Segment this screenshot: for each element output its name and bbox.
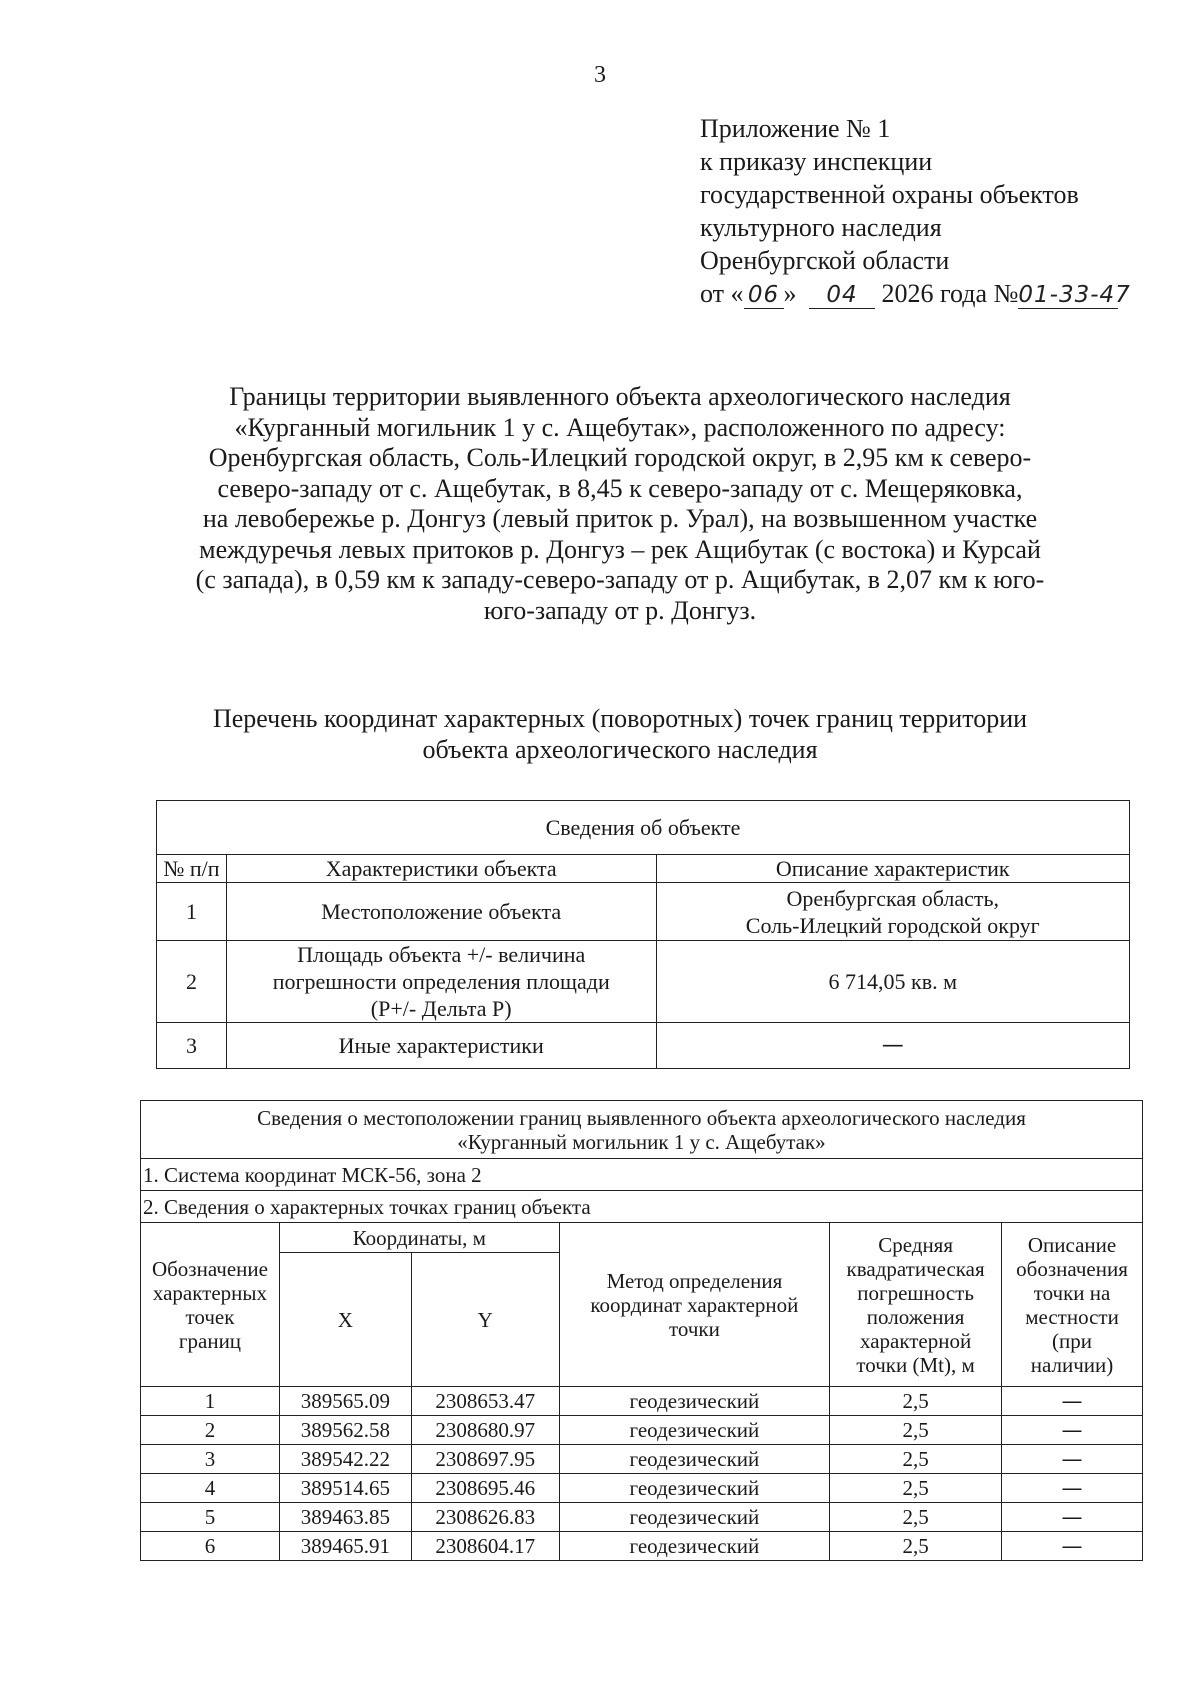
point-x-cell: 389562.58 <box>279 1416 411 1445</box>
header-line: наличии) <box>1030 1352 1114 1377</box>
table-row <box>141 1416 1143 1445</box>
object-info-table <box>156 800 1130 1069</box>
row-number: 3 <box>157 1023 227 1069</box>
appendix-line: государственной охраны объектов <box>700 180 1079 209</box>
header-line: местности <box>1025 1304 1119 1329</box>
point-description-cell: — <box>1002 1387 1143 1416</box>
header-line: границ <box>178 1328 242 1353</box>
header-line: Описание <box>1027 1232 1117 1257</box>
point-method-cell: геодезический <box>559 1445 830 1474</box>
point-point-cell: 4 <box>141 1474 280 1503</box>
appendix-line: Приложение № 1 <box>700 114 891 143</box>
point-point-cell: 6 <box>141 1532 280 1561</box>
header-coordinates: Координаты, м <box>279 1223 559 1253</box>
header-x: X <box>279 1253 411 1387</box>
header-point-description <box>1002 1223 1143 1387</box>
point-y-cell: 2308697.95 <box>411 1445 559 1474</box>
document-title <box>150 382 1090 626</box>
table-row <box>141 1503 1143 1532</box>
point-error-cell: 2,5 <box>830 1532 1002 1561</box>
appendix-line: культурного наследия <box>700 213 942 242</box>
point-y-cell: 2308604.17 <box>411 1532 559 1561</box>
header-line: Средняя <box>878 1232 953 1257</box>
header-line: характерной <box>859 1328 972 1353</box>
date-prefix: от « <box>700 279 744 308</box>
table-row <box>141 1532 1143 1561</box>
table-row <box>141 1474 1143 1503</box>
header-error <box>830 1223 1002 1387</box>
point-point-cell: 5 <box>141 1503 280 1532</box>
header-line: точек <box>185 1304 235 1329</box>
header-description: Описание характеристик <box>656 855 1130 883</box>
value-line: Соль-Илецкий городской округ <box>745 912 1040 938</box>
table-row <box>157 883 1130 941</box>
point-method-cell: геодезический <box>559 1416 830 1445</box>
row-number: 1 <box>157 883 227 941</box>
boundary-caption <box>141 1101 1143 1159</box>
row-number: 2 <box>157 941 227 1023</box>
table-row <box>157 1023 1130 1069</box>
subtitle-line: Перечень координат характерных (поворотных) точек границ территории <box>212 704 1028 733</box>
boundary-coordinates-table <box>140 1100 1143 1561</box>
point-error-cell: 2,5 <box>830 1416 1002 1445</box>
caption-line: Сведения о местоположении границ выявленного объекта археологического наследия <box>257 1105 1026 1130</box>
point-y-cell: 2308653.47 <box>411 1387 559 1416</box>
title-line: Границы территории выявленного объекта археологического наследия <box>229 382 1011 411</box>
point-method-cell: геодезический <box>559 1532 830 1561</box>
header-line: обозначения <box>1016 1256 1128 1281</box>
title-line: на левобережье р. Донгуз (левый приток р. Урал), на возвышенном участке <box>202 504 1038 533</box>
coordinates-list-title <box>150 704 1090 765</box>
point-point-cell: 3 <box>141 1445 280 1474</box>
object-info-caption: Сведения об объекте <box>157 801 1130 855</box>
point-x-cell: 389514.65 <box>279 1474 411 1503</box>
table-row <box>141 1445 1143 1474</box>
point-error-cell: 2,5 <box>830 1474 1002 1503</box>
handwritten-day: 06 <box>744 282 784 309</box>
point-y-cell: 2308626.83 <box>411 1503 559 1532</box>
handwritten-order-number: 01-33-47 <box>1018 282 1131 308</box>
point-y-cell: 2308695.46 <box>411 1474 559 1503</box>
header-characteristic: Характеристики объекта <box>226 855 656 883</box>
point-x-cell: 389542.22 <box>279 1445 411 1474</box>
point-x-cell: 389565.09 <box>279 1387 411 1416</box>
header-line: Метод определения <box>606 1268 783 1293</box>
appendix-line: Оренбургской области <box>700 246 950 275</box>
row-value: 6 714,05 кв. м <box>656 941 1130 1023</box>
value-line: Оренбургская область, <box>786 885 1000 911</box>
header-line: характерных <box>152 1280 268 1305</box>
header-line: точки <box>668 1316 720 1341</box>
header-line: положения <box>866 1304 965 1329</box>
date-day-close: » <box>783 279 797 308</box>
row-name: Местоположение объекта <box>226 883 656 941</box>
appendix-line: к приказу инспекции <box>700 147 933 176</box>
row-name <box>226 941 656 1023</box>
header-designation <box>141 1223 280 1387</box>
title-line: (с запада), в 0,59 км к западу-северо-западу от р. Ащибутак, в 2,07 км к юго- <box>195 565 1045 594</box>
point-point-cell: 2 <box>141 1416 280 1445</box>
name-line: Площадь объекта +/- величина <box>297 942 586 967</box>
appendix-block <box>700 112 1131 310</box>
name-line: (P+/- Дельта P) <box>370 996 512 1021</box>
points-caption: 2. Сведения о характерных точках границ объекта <box>141 1191 1143 1223</box>
point-x-cell: 389463.85 <box>279 1503 411 1532</box>
point-description-cell: — <box>1002 1532 1143 1561</box>
header-line: точки на <box>1033 1280 1111 1305</box>
point-y-cell: 2308680.97 <box>411 1416 559 1445</box>
point-error-cell: 2,5 <box>830 1503 1002 1532</box>
point-error-cell: 2,5 <box>830 1445 1002 1474</box>
handwritten-month: 04 <box>809 282 875 309</box>
point-description-cell: — <box>1002 1503 1143 1532</box>
header-line: (при <box>1052 1328 1093 1353</box>
row-name: Иные характеристики <box>226 1023 656 1069</box>
header-number: № п/п <box>157 855 227 883</box>
title-line: юго-западу от р. Донгуз. <box>483 595 757 625</box>
caption-line: «Курганный могильник 1 у с. Ащебутак» <box>457 1129 826 1154</box>
name-line: погрешности определения площади <box>272 969 610 994</box>
table-row <box>141 1387 1143 1416</box>
header-y: Y <box>411 1253 559 1387</box>
point-description-cell: — <box>1002 1445 1143 1474</box>
point-method-cell: геодезический <box>559 1503 830 1532</box>
table-row <box>157 941 1130 1023</box>
order-date-line <box>700 277 1131 310</box>
point-point-cell: 1 <box>141 1387 280 1416</box>
header-line: Обозначение <box>151 1256 268 1281</box>
row-value <box>656 883 1130 941</box>
header-line: координат характерной <box>590 1292 799 1317</box>
point-description-cell: — <box>1002 1416 1143 1445</box>
page-number: 3 <box>594 62 606 88</box>
title-line: северо-западу от с. Ащебутак, в 8,45 к северо-западу от с. Мещеряковка, <box>217 473 1023 503</box>
point-error-cell: 2,5 <box>830 1387 1002 1416</box>
point-x-cell: 389465.91 <box>279 1532 411 1561</box>
subtitle-line: объекта археологического наследия <box>422 734 818 764</box>
date-year: 2026 года № <box>881 279 1019 308</box>
coordinate-system: 1. Система координат МСК-56, зона 2 <box>141 1159 1143 1191</box>
header-line: квадратическая <box>846 1256 985 1281</box>
header-line: точки (Mt), м <box>856 1352 975 1377</box>
header-method <box>559 1223 830 1387</box>
title-line: Оренбургская область, Соль-Илецкий городской округ, в 2,95 км к северо- <box>208 443 1032 472</box>
row-value: — <box>656 1023 1130 1069</box>
point-description-cell: — <box>1002 1474 1143 1503</box>
title-line: «Курганный могильник 1 у с. Ащебутак», расположенного по адресу: <box>234 412 1006 442</box>
title-line: междуречья левых притоков р. Донгуз – рек Ащибутак (с востока) и Курсай <box>199 534 1041 564</box>
point-method-cell: геодезический <box>559 1474 830 1503</box>
header-line: погрешность <box>857 1280 974 1305</box>
point-method-cell: геодезический <box>559 1387 830 1416</box>
points-body <box>141 1387 1143 1561</box>
